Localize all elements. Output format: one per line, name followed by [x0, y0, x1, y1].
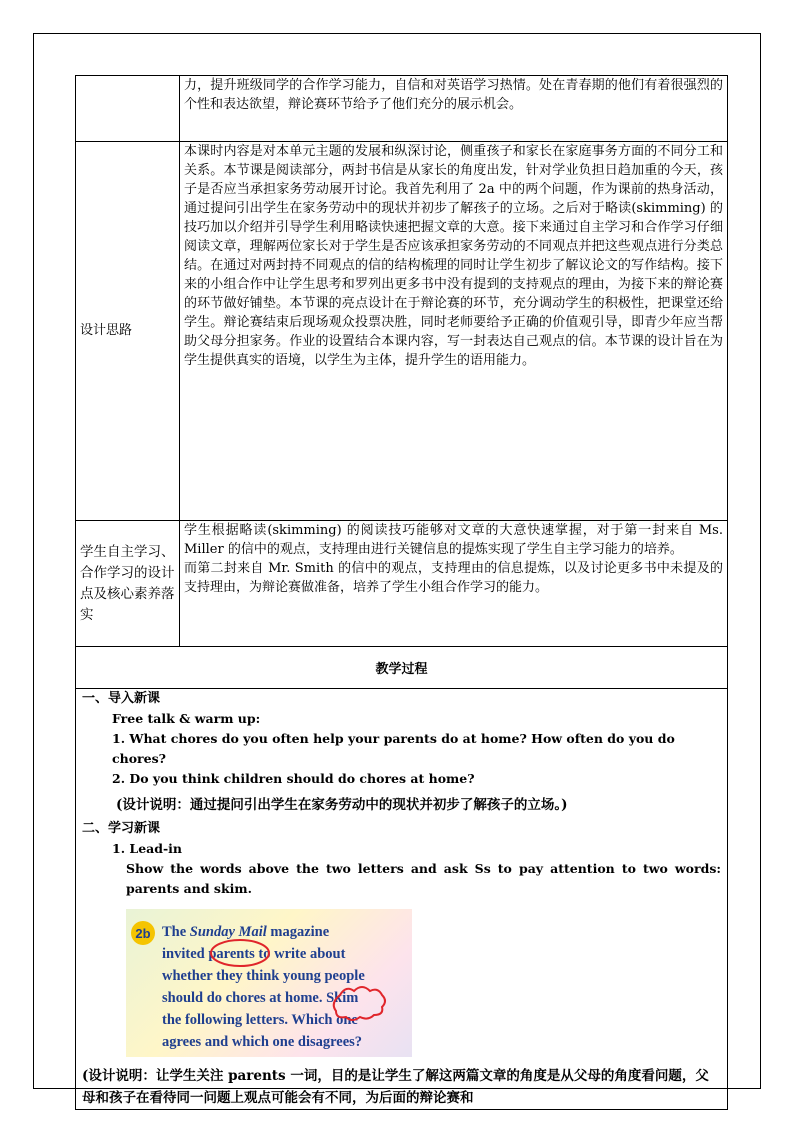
excerpt-line-5: the following letters. Which one	[162, 1012, 358, 1028]
table-row	[76, 76, 728, 142]
excerpt-line-3: whether they think young people	[162, 968, 365, 984]
excerpt-line-4: should do chores at home. Skim	[162, 990, 359, 1006]
textbook-excerpt-image	[126, 909, 412, 1057]
table-row	[76, 521, 728, 647]
design-idea-label: 设计思路	[76, 142, 180, 521]
excerpt-line-6: agrees and which one disagrees?	[162, 1034, 363, 1050]
teaching-process-heading: 教学过程	[76, 647, 728, 689]
question-2: 2. Do you think children should do chores at home?	[112, 771, 475, 786]
design-idea-text: 本课时内容是对本单元主题的发展和纵深讨论，侧重孩子和家长在家庭事务方面的不同分工和关系。本节课是阅读部分，两封书信是从家长的角度出发，针对学业负担日趋加重的今天，孩子是否应当承担家务劳动展开讨论。我首先利用了 2a 中的两个问题，作为课前的热身活动，通过提问引出学生在家务劳动中的现状并初步了解孩子的立场。之后对于略读(skimming) 的技巧加以介绍并引导学生利用略读快速把握文章的大意。接下来通过自主学习和合作学习仔细阅读文章，理解两位家长对于学生是否应该承担家务劳动的不同观点并把这些观点进行分类总结。在通过对两封持不同观点的信的结构梳理的同时让学生初步了解议论文的写作结构。接下来的小组合作中让学生思考和罗列出更多书中没有提到的支持观点的理由，为接下来的辩论赛的环节做好铺垫。本节课的亮点设计在于辩论赛的环节，充分调动学生的积极性，把课堂还给学生。辩论赛结束后现场观众投票决胜，同时老师要给予正确的价值观引导，即青少年应当帮助父母分担家务。作业的设置结合本课内容，写一封表达自己观点的信。本节课的设计旨在为学生提供真实的语境，以学生为主体，提升学生的语用能力。	[180, 142, 728, 521]
self-study-paragraph-1: 学生根据略读(skimming) 的阅读技巧能够对文章的大意快速掌握，对于第一封来自 Ms. Miller 的信中的观点，支持理由进行关键信息的提炼实现了学生自主学习能力的培养。	[184, 523, 723, 557]
question-1: 1. What chores do you often help your parents do at home? How often do you do chores?	[112, 731, 675, 766]
design-note-1: (设计说明：通过提问引出学生在家务劳动中的现状并初步了解孩子的立场。)	[116, 797, 568, 813]
badge-label: 2b	[135, 926, 151, 941]
lesson-plan-table	[75, 75, 728, 1110]
excerpt-line-1: The Sunday Mail magazine	[162, 924, 330, 940]
leadin-instruction: Show the words above the two letters and ask Ss to pay attention to two words: parents and skim.	[126, 861, 721, 896]
textbook-excerpt-svg	[126, 909, 412, 1057]
self-study-paragraph-2: 而第二封来自 Mr. Smith 的信中的观点，支持理由的信息提炼，以及讨论更多书中未提及的支持理由，为辩论赛做准备，培养了学生小组合作学习的能力。	[184, 561, 723, 595]
excerpt-line-2: invited parents to write about	[162, 946, 346, 962]
section-2-title: 二、学习新课	[82, 821, 161, 836]
row1-text: 力，提升班级同学的合作学习能力，自信和对英语学习热情。处在青春期的他们有着很强烈的个性和表达欲望，辩论赛环节给予了他们充分的展示机会。	[180, 76, 728, 142]
leadin-title: 1. Lead-in	[112, 841, 183, 856]
empty-label-cell	[76, 76, 180, 142]
table-row	[76, 647, 728, 689]
self-study-text	[180, 521, 728, 647]
warmup-label: Free talk & warm up:	[112, 711, 261, 726]
self-study-label: 学生自主学习、合作学习的设计点及核心素养落实	[76, 521, 180, 647]
table-row	[76, 142, 728, 521]
section-1-title: 一、导入新课	[82, 691, 161, 706]
design-note-2: (设计说明：让学生关注 parents 一词，目的是让学生了解这两篇文章的角度是从父母的角度看问题，父母和孩子在看待同一问题上观点可能会有不同，为后面的辩论赛和	[82, 1068, 709, 1106]
teaching-process-cell	[76, 689, 728, 1110]
table-row	[76, 689, 728, 1110]
